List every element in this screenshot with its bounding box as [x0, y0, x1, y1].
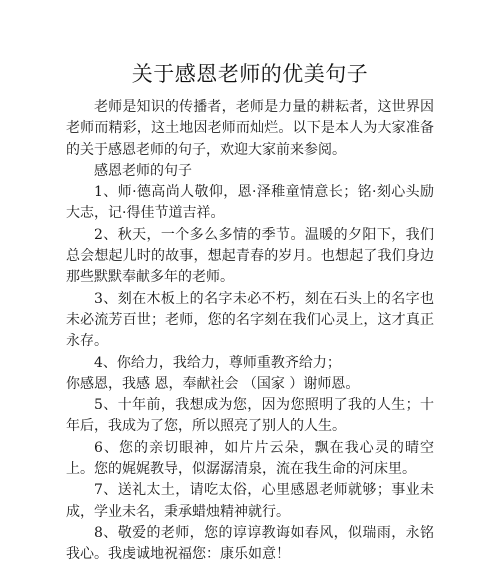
document-title: 关于感恩老师的优美句子: [131, 62, 369, 86]
subheading: 感恩老师的句子: [94, 162, 192, 179]
list-item: 1、师·德高尚人敬仰，恩·泽稚童情意长；铭·刻心头励大志，记·得佳节道吉祥。: [66, 184, 434, 222]
list-item: 3、刻在木板上的名字未必不朽，刻在石头上的名字也未必流芳百世；老师，您的名字刻在我们心灵上，这才真正永存。: [66, 290, 434, 350]
list-item: 4、你给力，我给力，尊师重教齐给力；: [94, 354, 341, 371]
document-body: [66, 97, 434, 566]
intro-paragraph: 老师是知识的传播者，老师是力量的耕耘者，这世界因老师而精彩，这土地因老师而灿烂。以下是本人为大家准备的关于感恩老师的句子，欢迎大家前来参阅。: [66, 99, 434, 158]
list-item: 你感恩，我感 恩，奉献社会 （国家 ）谢师恩。: [66, 375, 360, 392]
list-item: 8、敬爱的老师，您的谆谆教诲如春风，似瑞雨，永铭我心。我虔诚地祝福您：康乐如意！: [66, 524, 434, 563]
list-item: 6、您的亲切眼神，如片片云朵，飘在我心灵的晴空上。您的娓娓教导，似潺潺清泉，流在我生命的河床里。: [66, 439, 434, 478]
list-item: 2、秋天，一个多么多情的季节。温暖的夕阳下，我们总会想起儿时的故事，想起青春的岁月。也想起了我们身边那些默默奉献多年的老师。: [66, 226, 434, 286]
list-item: 5、十年前，我想成为您，因为您照明了我的人生；十年后，我成为了您，所以照亮了别人的人生。: [66, 397, 434, 435]
list-item: 7、送礼太土，请吃太俗，心里感恩老师就够；事业未成，学业未名，秉承蜡烛精神就行。: [66, 482, 434, 520]
